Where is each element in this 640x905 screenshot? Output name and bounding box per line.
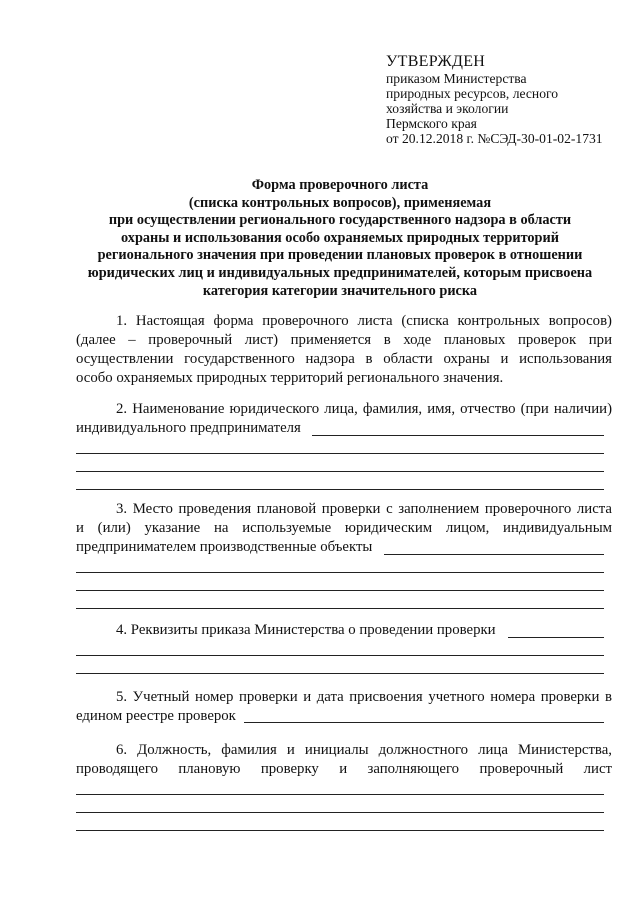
fill-line[interactable]: [76, 830, 604, 831]
section-5-text: [76, 688, 612, 726]
text-line: (далее – проверочный лист) применяется в ходе плановых проверок при: [76, 332, 612, 348]
section-3-text: [76, 500, 612, 557]
title-line: (списка контрольных вопросов), применяемая: [188, 194, 492, 211]
approval-line: Пермского края: [386, 116, 477, 131]
text-line: и (или) указание на используемые юридическим лицом, индивидуальным: [76, 520, 612, 536]
fill-line-registry-number[interactable]: [244, 722, 604, 723]
title-line: категория категории значительного риска: [202, 282, 478, 299]
approval-line: приказом Министерства: [386, 71, 527, 86]
fill-line[interactable]: [76, 673, 604, 674]
fill-line-inspection-place[interactable]: [384, 554, 604, 555]
fill-line[interactable]: [76, 453, 604, 454]
fill-line[interactable]: [76, 590, 604, 591]
title-line: юридических лиц и индивидуальных предпринимателей, которым присвоена: [87, 264, 593, 281]
title-line: регионального значения при проведении плановых проверок в отношении: [97, 247, 583, 264]
text-line: 5. Учетный номер проверки и дата присвоения учетного номера проверки в: [116, 689, 612, 705]
fill-line[interactable]: [76, 812, 604, 813]
text-line: проводящего плановую проверку и заполняющего проверочный лист: [76, 761, 612, 777]
approval-line: природных ресурсов, лесного: [386, 86, 559, 101]
text-line: осуществлении государственного надзора в области охраны и использования: [76, 351, 612, 367]
approval-line: хозяйства и экологии: [386, 101, 509, 116]
text-line: едином реестре проверок: [76, 708, 236, 724]
text-line: 3. Место проведения плановой проверки с заполнением проверочного листа: [116, 501, 612, 517]
approval-heading: УТВЕРЖДЕН: [386, 53, 486, 70]
fill-line-order-details[interactable]: [508, 637, 604, 638]
fill-line[interactable]: [76, 471, 604, 472]
text-line: индивидуального предпринимателя: [76, 420, 301, 436]
fill-line[interactable]: [76, 655, 604, 656]
approval-stamp: [386, 52, 626, 146]
title-line: охраны и использования особо охраняемых природных территорий: [121, 229, 559, 246]
approval-date-number: от 20.12.2018 г. №СЭД-30-01-02-1731: [386, 131, 603, 146]
title-line: Форма проверочного листа: [251, 177, 429, 193]
fill-line-inspector[interactable]: [76, 794, 604, 795]
text-line: предпринимателем производственные объекты: [76, 539, 373, 555]
text-line: особо охраняемых природных территорий регионального значения.: [76, 370, 504, 386]
text-line: 6. Должность, фамилия и инициалы должностного лица Министерства,: [116, 742, 612, 758]
text-line: 1. Настоящая форма проверочного листа (списка контрольных вопросов): [116, 313, 612, 329]
section-1-text: [76, 312, 612, 388]
fill-line[interactable]: [76, 608, 604, 609]
text-line: 4. Реквизиты приказа Министерства о проведении проверки: [116, 622, 496, 638]
section-2-text: [76, 400, 612, 438]
text-line: 2. Наименование юридического лица, фамилия, имя, отчество (при наличии): [116, 401, 612, 417]
section-6-text: [76, 741, 612, 779]
fill-line[interactable]: [76, 489, 604, 490]
document-title: [60, 177, 620, 300]
fill-line[interactable]: [76, 572, 604, 573]
title-line: при осуществлении регионального государственного надзора в области: [108, 212, 572, 229]
fill-line-organization-name[interactable]: [312, 435, 604, 436]
